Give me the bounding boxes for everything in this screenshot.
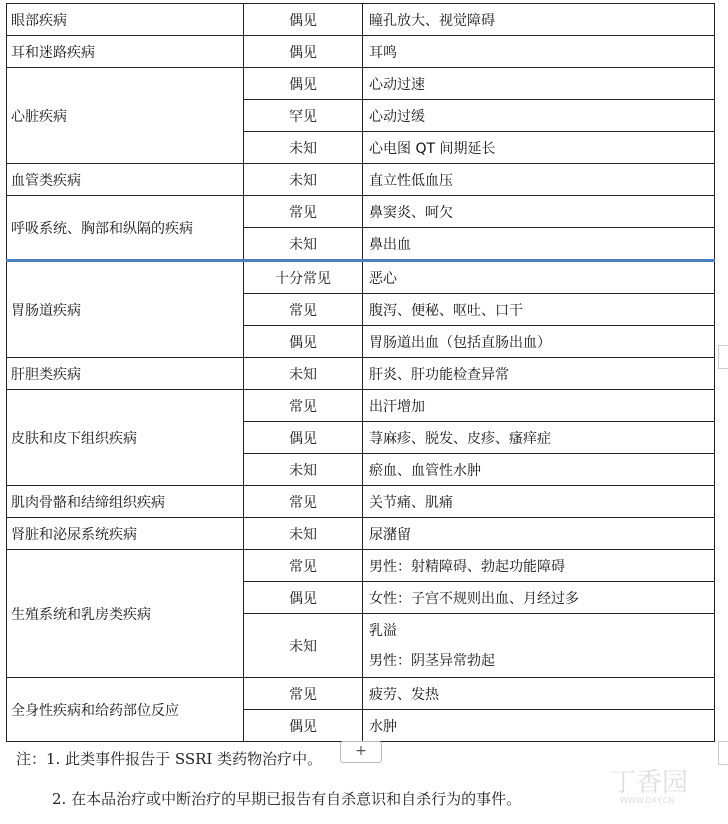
organ-system-cell: 心脏疾病 [7,68,244,164]
watermark-url: WWW.DXY.CN [620,796,675,805]
frequency-cell: 偶见 [244,582,363,614]
symptom-cell: 荨麻疹、脱发、皮疹、瘙痒症 [363,422,715,454]
symptom-cell: 鼻窦炎、呵欠 [363,196,715,228]
table-row [7,550,715,582]
organ-system-cell: 眼部疾病 [7,4,244,36]
frequency-cell: 偶见 [244,68,363,100]
resize-handle[interactable] [718,741,728,765]
table-row [7,261,715,294]
table-row [7,358,715,390]
frequency-cell: 十分常见 [244,261,363,294]
frequency-cell: 常见 [244,294,363,326]
symptom-line: 男性：阴茎异常勃起 [369,652,495,669]
symptom-cell: 瘀血、血管性水肿 [363,454,715,486]
organ-system-cell: 血管类疾病 [7,164,244,196]
adverse-reactions-table [6,3,715,742]
add-row-button[interactable]: + [340,741,382,763]
frequency-cell: 未知 [244,132,363,164]
frequency-cell: 偶见 [244,4,363,36]
frequency-cell: 偶见 [244,326,363,358]
organ-system-cell: 呼吸系统、胸部和纵隔的疾病 [7,196,244,261]
note-1: 注：1. 此类事件报告于 SSRI 类药物治疗中。 [16,750,323,768]
symptom-cell: 心电图 QT 间期延长 [363,132,715,164]
frequency-cell: 未知 [244,518,363,550]
organ-system-cell: 皮肤和皮下组织疾病 [7,390,244,486]
frequency-cell: 未知 [244,164,363,196]
frequency-cell: 常见 [244,486,363,518]
note-2: 2. 在本品治疗或中断治疗的早期已报告有自杀意识和自杀行为的事件。 [52,790,522,808]
side-handle[interactable] [718,345,728,369]
symptom-cell: 胃肠道出血（包括直肠出血） [363,326,715,358]
frequency-cell: 常见 [244,678,363,710]
frequency-cell: 未知 [244,228,363,261]
table-row [7,164,715,196]
symptom-cell: 鼻出血 [363,228,715,261]
organ-system-cell: 耳和迷路疾病 [7,36,244,68]
symptom-cell [363,614,715,678]
table-row [7,678,715,710]
symptom-cell: 女性：子宫不规则出血、月经过多 [363,582,715,614]
symptom-cell: 直立性低血压 [363,164,715,196]
frequency-cell: 偶见 [244,422,363,454]
organ-system-cell: 肌肉骨骼和结缔组织疾病 [7,486,244,518]
symptom-cell: 心动过缓 [363,100,715,132]
table-row [7,196,715,228]
organ-system-cell: 肝胆类疾病 [7,358,244,390]
table-row [7,68,715,100]
symptom-cell: 腹泻、便秘、呕吐、口干 [363,294,715,326]
symptom-cell: 水肿 [363,710,715,742]
symptom-line: 乳溢 [369,622,397,639]
frequency-cell: 未知 [244,614,363,678]
symptom-cell: 恶心 [363,261,715,294]
symptom-cell: 肝炎、肝功能检查异常 [363,358,715,390]
symptom-cell: 耳鸣 [363,36,715,68]
symptom-cell: 出汗增加 [363,390,715,422]
organ-system-cell: 生殖系统和乳房类疾病 [7,550,244,678]
frequency-cell: 常见 [244,196,363,228]
symptom-cell: 疲劳、发热 [363,678,715,710]
frequency-cell: 常见 [244,390,363,422]
table-row [7,36,715,68]
organ-system-cell: 胃肠道疾病 [7,261,244,358]
organ-system-cell: 全身性疾病和给药部位反应 [7,678,244,742]
table-row [7,486,715,518]
table-row [7,4,715,36]
symptom-cell: 瞳孔放大、视觉障碍 [363,4,715,36]
frequency-cell: 未知 [244,358,363,390]
frequency-cell: 偶见 [244,710,363,742]
table-row [7,390,715,422]
symptom-cell: 心动过速 [363,68,715,100]
table-row [7,518,715,550]
symptom-cell: 尿潴留 [363,518,715,550]
frequency-cell: 常见 [244,550,363,582]
symptom-cell: 关节痛、肌痛 [363,486,715,518]
frequency-cell: 罕见 [244,100,363,132]
frequency-cell: 偶见 [244,36,363,68]
watermark-logo: 丁香园 [610,768,689,798]
frequency-cell: 未知 [244,454,363,486]
symptom-cell: 男性：射精障碍、勃起功能障碍 [363,550,715,582]
organ-system-cell: 肾脏和泌尿系统疾病 [7,518,244,550]
